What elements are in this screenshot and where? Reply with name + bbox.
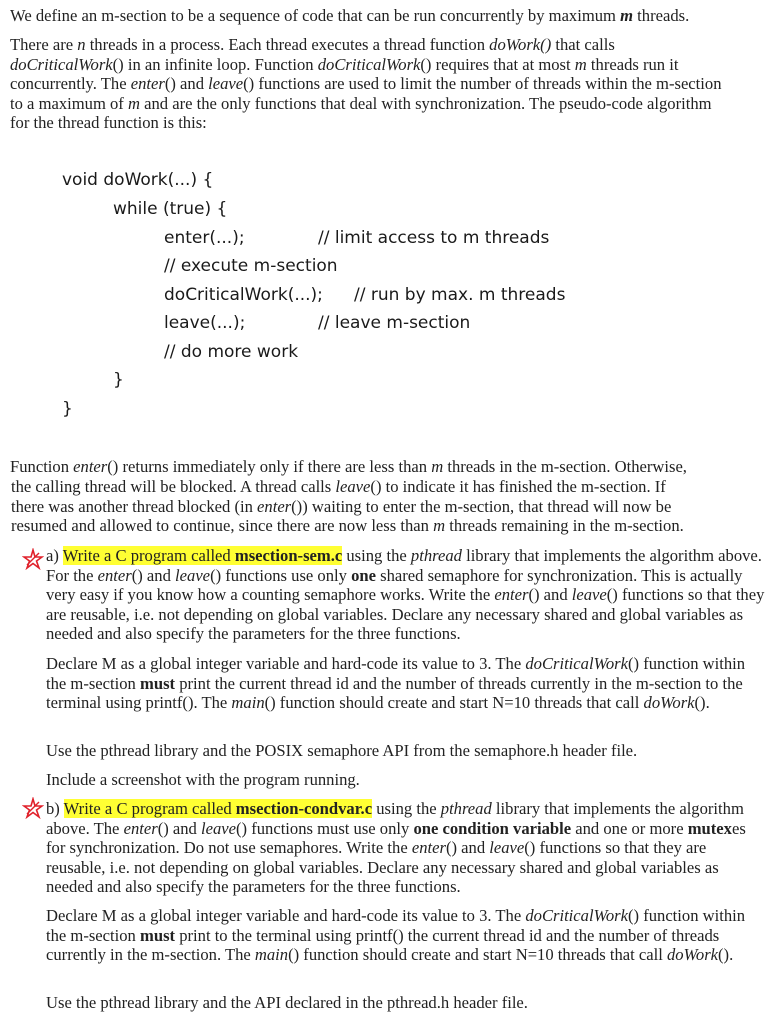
intro-paragraph: There are n threads in a process. Each thread executes a thread function doWork() that calls doCriticalWork() in an infinite loop. Function doCriticalWork() requires that at most m threads run it concurrently. The enter() and leave() functions are used to limit the number of threads within the m-section to a maximum of m and are the only functions that deal with synchronization. The pseudo-code algorithm for the thread function is this: — [10, 35, 722, 133]
part-a-paragraph-4: Include a screenshot with the program running. — [46, 770, 360, 789]
part-b-paragraph: b) Write a C program called msection-condvar.c using the pthread library that implements the algorithm above. The enter() and leave() functions must use only one condition variable and one or more mutexes for synchronization. Do not use semaphores. Write the enter() and leave() functions so that they are reusable, i.e. not depending on global variables. Declare any necessary shared and global variables as needed and also specify the parameters for the three functions. — [46, 799, 746, 897]
code-line: doCriticalWork(...); — [164, 285, 323, 305]
part-a-paragraph-3: Use the pthread library and the POSIX semaphore API from the semaphore.h header file. — [46, 741, 638, 760]
part-b-paragraph-3: Use the pthread library and the API declared in the pthread.h header file. — [46, 993, 528, 1012]
code-line: // do more work — [164, 342, 299, 362]
desc-line: resumed and allowed to continue, since there are now less than m threads remaining in the m-section. — [11, 516, 684, 535]
file-name: msection-condvar.c — [235, 799, 373, 818]
part-a-paragraph: a) Write a C program called msection-sem.c using the pthread library that implements the algorithm above. For the enter() and leave() functions use only one shared semaphore for synchronization. This is actually very easy if you know how a counting semaphore works. Write the enter() and leave() functions so that they are reusable, i.e. not depending on global variables. Declare any necessary shared and global variables as needed and also specify the parameters for the three functions. — [46, 546, 765, 644]
highlight: Write a C program called — [62, 546, 235, 565]
highlight: Write a C program called — [63, 799, 236, 818]
code-line: enter(...); — [164, 228, 245, 248]
part-a-label: a) — [46, 546, 63, 565]
part-b-paragraph-2: Declare M as a global integer variable and hard-code its value to 3. The doCriticalWork() function within the m-section must print to the terminal using printf() the current thread id and the number of threads currently in the m-section. The main() function should create and start N=10 threads that call doWork(). — [46, 906, 746, 965]
part-a-paragraph-2: Declare M as a global integer variable and hard-code its value to 3. The doCriticalWork() function within the m-section must print the current thread id and the number of threads currently in the m-section to the terminal using printf(). The main() function should create and start N=10 threads that call doWork(). — [46, 654, 746, 713]
desc-line: there was another thread blocked (in enter()) waiting to enter the m-section, that thread will now be — [11, 497, 672, 516]
star-annotation-icon — [22, 797, 44, 819]
code-comment: // leave m-section — [318, 313, 471, 333]
code-line: } — [62, 399, 73, 419]
file-name: msection-sem.c — [234, 546, 343, 565]
star-annotation-icon — [22, 548, 44, 570]
definition-paragraph: We define an m-section to be a sequence of code that can be run concurrently by maximum m threads. — [10, 6, 690, 25]
code-line: while (true) { — [113, 199, 228, 219]
code-line: leave(...); — [164, 313, 246, 333]
desc-line: the calling thread will be blocked. A thread calls leave() to indicate it has finished the m-section. If — [11, 477, 666, 496]
part-b-label: b) — [46, 799, 64, 818]
code-comment: // run by max. m threads — [354, 285, 566, 305]
code-comment: // limit access to m threads — [318, 228, 550, 248]
code-line: // execute m-section — [164, 256, 338, 276]
desc-line: Function enter() returns immediately only if there are less than m threads in the m-section. Otherwise, — [10, 457, 687, 476]
code-line: void doWork(...) { — [62, 170, 214, 190]
code-line: } — [113, 370, 124, 390]
